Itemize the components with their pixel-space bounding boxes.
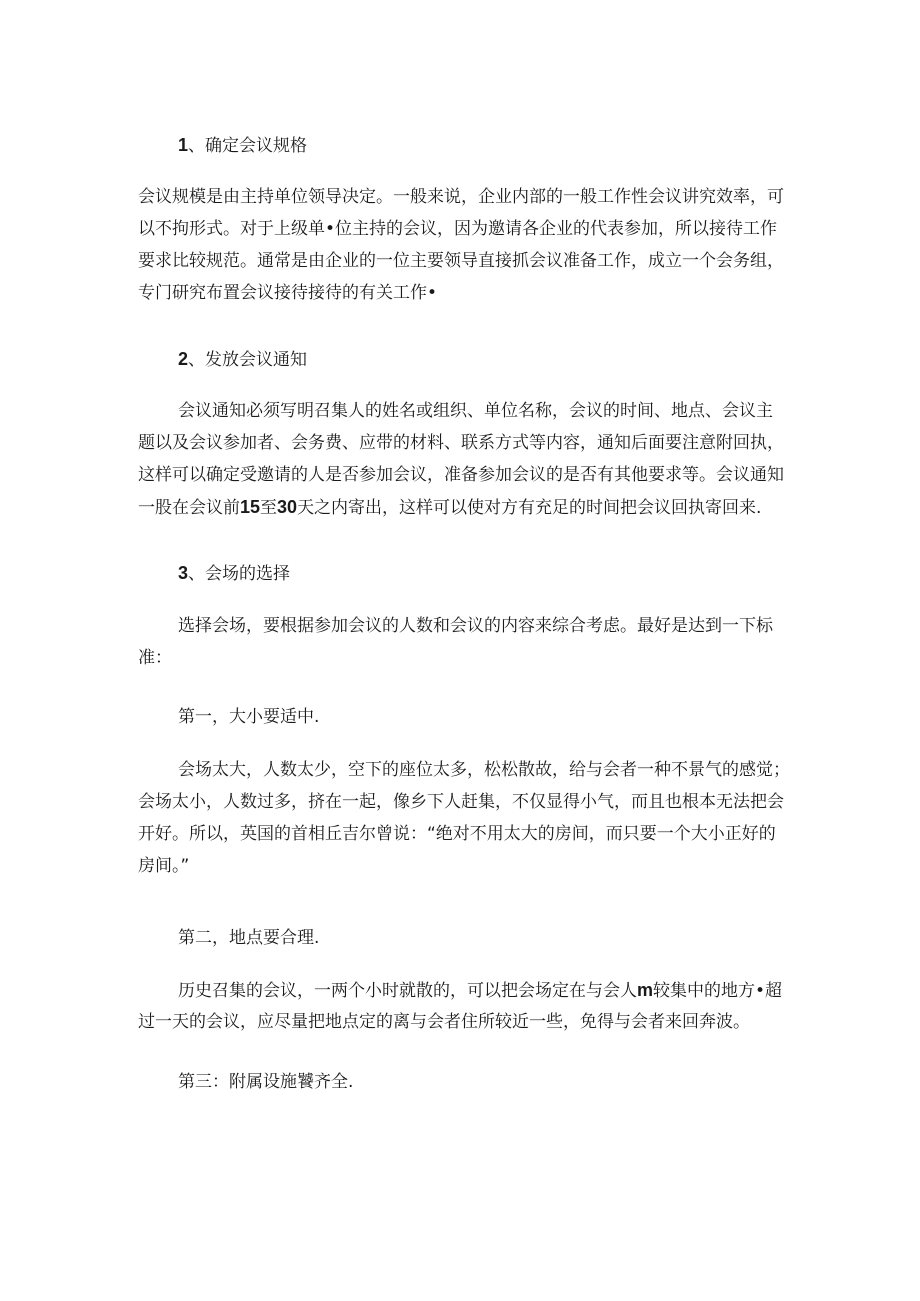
criterion-3-title bbox=[138, 1066, 788, 1098]
text-line: 房间。” bbox=[138, 856, 190, 876]
section-2-paragraph bbox=[138, 395, 788, 523]
text-line: 历史召集的会议，一两个小时就散的，可以把会场定在与会人m较集中的地方•超 bbox=[178, 980, 783, 1001]
text-line: 第三：附属设施饕齐全. bbox=[178, 1072, 354, 1092]
text-line: 过一天的会议，应尽量把地点定的离与会者住所较近一些，免得与会者来回奔波。 bbox=[138, 1012, 750, 1032]
criterion-2-title bbox=[138, 922, 788, 954]
text-line: 这样可以确定受邀请的人是否参加会议，准备参加会议的是否有其他要求等。会议通知 bbox=[138, 465, 784, 485]
section-3-intro-paragraph bbox=[138, 610, 788, 674]
numeric-text: 3 bbox=[178, 563, 189, 583]
text-line: 会议规模是由主持单位领导决定。一般来说，企业内部的一般工作性会议讲究效率，可 bbox=[138, 187, 784, 207]
text-line: 会场太大，人数太少，空下的座位太多，松松散故，给与会者一种不景气的感觉； bbox=[178, 760, 790, 780]
text-line: 专门研究布置会议接待接待的有关工作• bbox=[138, 283, 438, 303]
text-line: 第一，大小要适中. bbox=[178, 707, 320, 727]
text-line: 会场太小，人数过多，挤在一起，像乡下人赶集，不仅显得小气，而且也根本无法把会 bbox=[138, 792, 784, 812]
criterion-2-paragraph bbox=[138, 974, 788, 1038]
text-line: 准： bbox=[138, 648, 172, 668]
numeric-text: m bbox=[637, 980, 654, 1000]
text-line: 开好。所以，英国的首相丘吉尔曾说：“绝对不用太大的房间，而只要一个大小正好的 bbox=[138, 824, 776, 844]
text-line: 第二，地点要合理. bbox=[178, 928, 320, 948]
text-line: 选择会场，要根据参加会议的人数和会议的内容来综合考虑。最好是达到一下标 bbox=[178, 616, 773, 636]
criterion-1-paragraph bbox=[138, 754, 788, 882]
text-line: 要求比较规范。通常是由企业的一位主要领导直接抓会议准备工作，成立一个会务组， bbox=[138, 251, 784, 271]
numeric-text: 15 bbox=[240, 497, 261, 517]
section-1-paragraph bbox=[138, 181, 788, 309]
section-1-heading: 1、确定会议规格 bbox=[178, 135, 308, 156]
numeric-text: 30 bbox=[277, 497, 298, 517]
text-line: 以不拘形式。对于上级单•位主持的会议，因为邀请各企业的代表参加，所以接待工作 bbox=[138, 219, 778, 239]
criterion-1-title bbox=[138, 701, 788, 733]
numeric-text: 2 bbox=[178, 349, 189, 369]
text-line: 会议通知必须写明召集人的姓名或组织、单位名称，会议的时间、地点、会议主 bbox=[178, 401, 773, 421]
numeric-text: 1 bbox=[178, 135, 189, 155]
section-3-heading: 3、会场的选择 bbox=[178, 563, 291, 584]
text-line: 题以及会议参加者、会务费、应带的材料、联系方式等内容，通知后面要注意附回执， bbox=[138, 433, 784, 453]
section-2-heading: 2、发放会议通知 bbox=[178, 349, 308, 370]
text-line: 一股在会议前15至30天之内寄出，这样可以使对方有充足的时间把会议回执寄回来. bbox=[138, 497, 762, 518]
